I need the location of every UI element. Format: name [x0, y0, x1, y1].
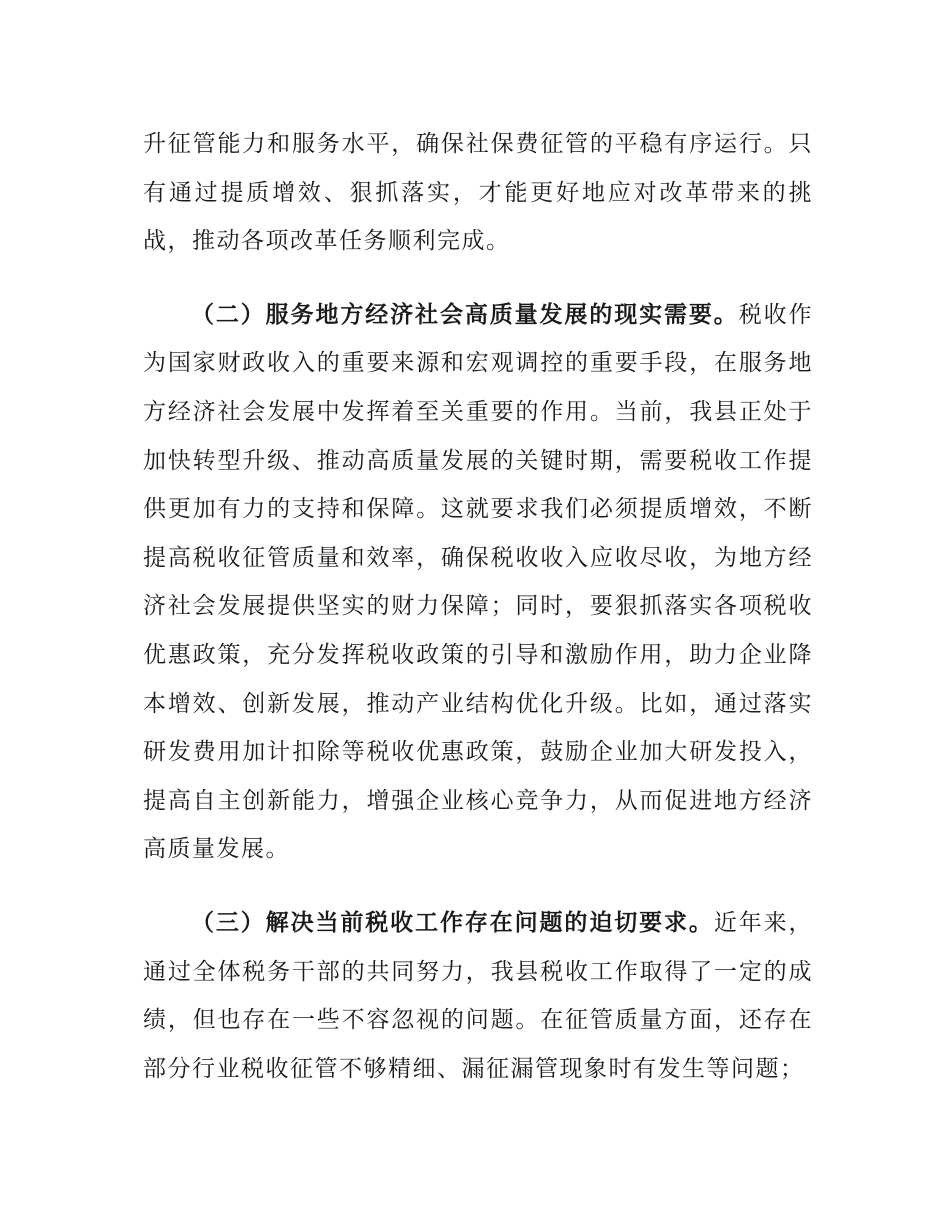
- paragraph-section-three: [143, 899, 813, 1093]
- paragraph-section-two: [143, 291, 813, 874]
- section-heading: （三）解决当前税收工作存在问题的迫切要求。: [191, 909, 714, 936]
- document-body: [143, 120, 813, 1118]
- paragraph-body: 税收作为国家财政收入的重要来源和宏观调控的重要手段，在服务地方经济社会发展中发挥着至关重要的作用。当前，我县正处于加快转型升级、推动高质量发展的关键时期，需要税收工作提供更加有力的支持和保障。这就要求我们必须提质增效，不断提高税收征管质量和效率，确保税收收入应收尽收，为地方经济社会发展提供坚实的财力保障；同时，要狠抓落实各项税收优惠政策，充分发挥税收政策的引导和激励作用，助力企业降本增效、创新发展，推动产业结构优化升级。比如，通过落实研发费用加计扣除等税收优惠政策，鼓励企业加大研发投入，提高自主创新能力，增强企业核心竞争力，从而促进地方经济高质量发展。: [143, 301, 814, 863]
- paragraph-body: 近年来，通过全体税务干部的共同努力，我县税收工作取得了一定的成绩，但也存在一些不容忽视的问题。在征管质量方面，还存在部分行业税收征管不够精细、漏征漏管现象时有发生等问题；: [143, 909, 814, 1082]
- paragraph-continuation: [143, 120, 813, 266]
- section-heading: （二）服务地方经济社会高质量发展的现实需要。: [191, 301, 739, 328]
- paragraph-body: 升征管能力和服务水平，确保社保费征管的平稳有序运行。只有通过提质增效、狠抓落实，才能更好地应对改革带来的挑战，推动各项改革任务顺利完成。: [143, 131, 813, 255]
